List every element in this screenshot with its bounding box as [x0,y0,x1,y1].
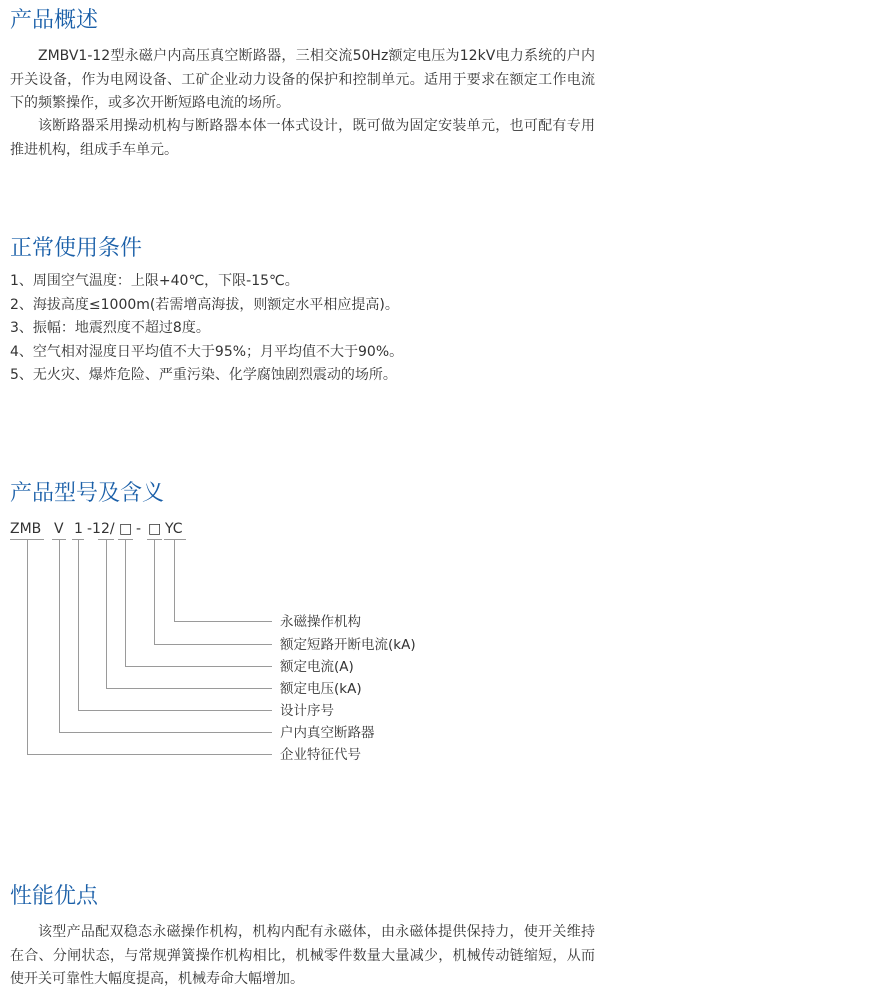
leader-line-design-no [79,540,273,711]
code-segment-box-1: □ [119,521,133,537]
code-segment-zmb: ZMB [10,521,42,537]
leader-line-vacuum-breaker [60,540,273,733]
meaning-label: 额定电压(kA) [280,681,362,697]
leader-line-rated-current [126,540,273,667]
meaning-label: 设计序号 [280,703,334,719]
code-segment-box-2: □ [148,521,162,537]
overview-paragraph-2: 该断路器采用操动机构与断路器本体一体式设计，既可做为固定安装单元，也可配有专用推进机构，组成手车单元。 [10,118,595,158]
meaning-label: 额定电流(A) [280,659,354,675]
code-segment-yc: YC [165,521,183,537]
overview-paragraph-1: ZMBV1-12型永磁户内高压真空断路器，三相交流50Hz额定电压为12kV电力系统的户内开关设备，作为电网设备、工矿企业动力设备的保护和控制单元。适用于要求在额定工作电流下的频繁操作，或多次开断短路电流的场所。 [10,48,595,111]
meaning-label: 户内真空断路器 [280,725,375,741]
condition-item: 2、海拔高度≤1000m(若需增高海拔，则额定水平相应提高)。 [10,296,399,313]
model-code-diagram [0,510,500,775]
condition-item: 5、无火灾、爆炸危险、严重污染、化学腐蚀剧烈震动的场所。 [10,367,397,383]
leader-line-mechanism [175,540,273,622]
leader-line-company-code [28,540,273,755]
code-segment-v: V [54,521,64,537]
overview-title: 产品概述 [10,8,99,33]
conditions-title: 正常使用条件 [10,236,143,261]
meaning-label: 企业特征代号 [280,747,361,763]
code-segment-1: 1 [74,521,83,537]
condition-item: 3、振幅：地震烈度不超过8度。 [10,320,210,336]
code-segment-dash: - [136,521,142,537]
advantages-title: 性能优点 [10,884,99,909]
conditions-list [10,270,403,388]
condition-item: 1、周围空气温度：上限+40℃，下限-15℃。 [10,273,299,289]
meaning-label: 永磁操作机构 [280,614,361,630]
meaning-label: 额定短路开断电流(kA) [280,637,416,653]
advantages-paragraph: 该型产品配双稳态永磁操作机构，机构内配有永磁体，由永磁体提供保持力，使开关维持在合、分闸状态，与常规弹簧操作机构相比，机械零件数量大量减少，机械传动链缩短，从而使开关可靠性大幅度提高，机械寿命大幅增加。 [10,924,595,987]
model-title: 产品型号及含义 [10,481,165,506]
condition-item: 4、空气相对湿度日平均值不大于95%；月平均值不大于90%。 [10,343,404,360]
code-segment-12: -12/ [87,521,115,537]
leader-line-breaking-current [155,540,273,645]
